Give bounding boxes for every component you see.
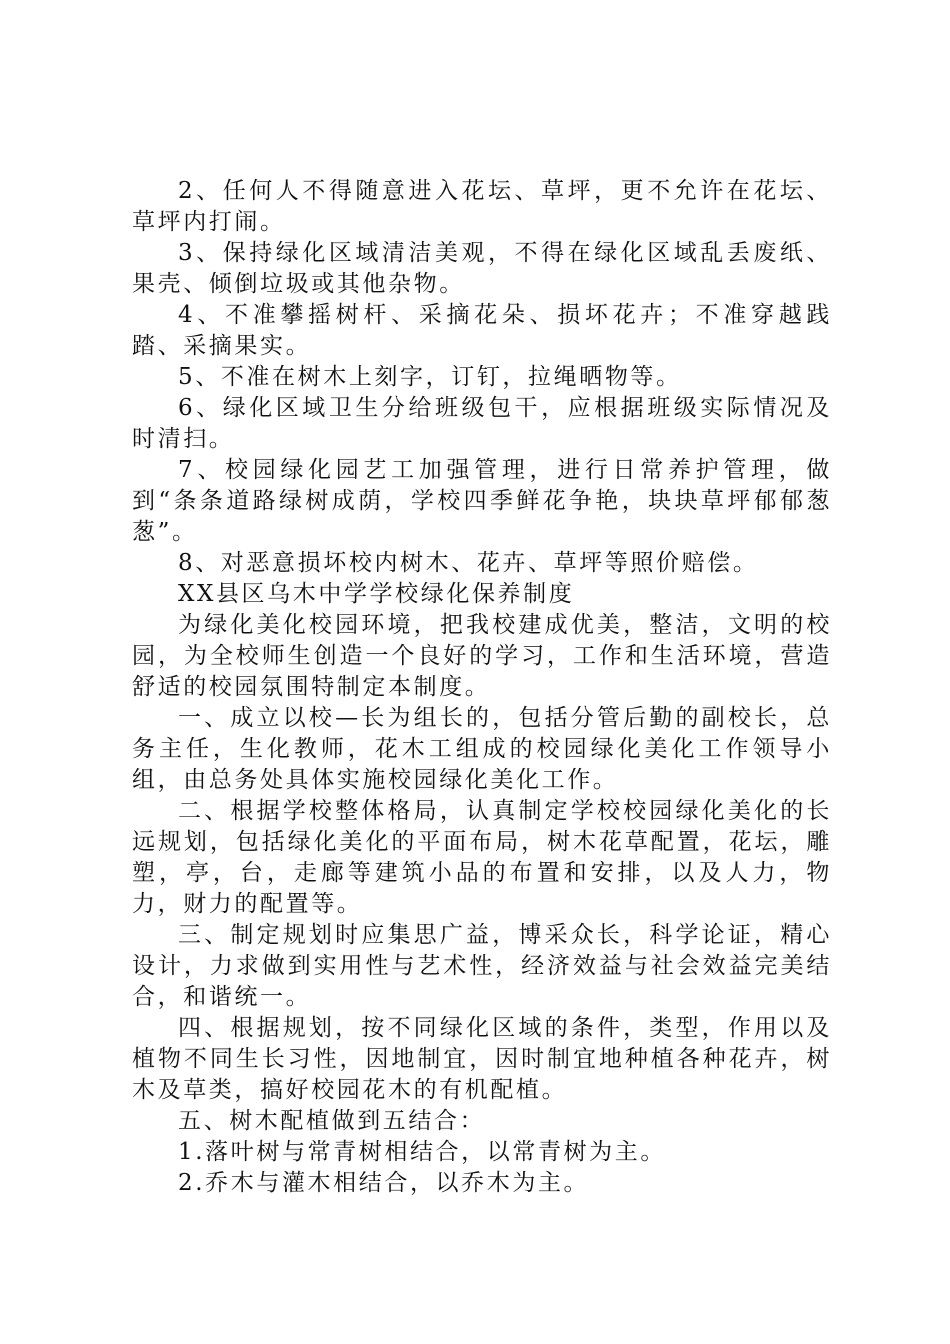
rule-3: 3、保持绿化区域清洁美观，不得在绿化区域乱丢废纸、果壳、倾倒垃圾或其他杂物。 bbox=[132, 240, 832, 297]
section-title: XX县区乌木中学学校绿化保养制度 bbox=[178, 581, 575, 607]
intro-paragraph: 为绿化美化校园环境，把我校建成优美，整洁，文明的校园，为全校师生创造一个良好的学习，工作和生活环境，营造舒适的校园氛围特制定本制度。 bbox=[132, 612, 832, 700]
list-item-1: 1.落叶树与常青树相结合，以常青树为主。 bbox=[178, 1139, 666, 1165]
article-1: 一、成立以校—长为组长的，包括分管后勤的副校长，总务主任，生化教师，花木工组成的校园绿化美化工作领导小组，由总务处具体实施校园绿化美化工作。 bbox=[132, 705, 832, 793]
rule-5: 5、不准在树木上刻字，订钉，拉绳晒物等。 bbox=[178, 364, 682, 390]
rule-7: 7、校园绿化园艺工加强管理，进行日常养护管理，做到“条条道路绿树成荫，学校四季鲜花争艳，块块草坪郁郁葱葱”。 bbox=[132, 457, 832, 545]
article-5: 五、树木配植做到五结合： bbox=[178, 1108, 486, 1134]
list-item-2: 2.乔木与灌木相结合，以乔木为主。 bbox=[178, 1170, 590, 1196]
article-3: 三、制定规划时应集思广益，博采众长，科学论证，精心设计，力求做到实用性与艺术性，经济效益与社会效益完美结合，和谐统一。 bbox=[132, 922, 832, 1010]
article-4: 四、根据规划，按不同绿化区域的条件，类型，作用以及植物不同生长习性，因地制宜，因时制宜地种植各种花卉，树木及草类，搞好校园花木的有机配植。 bbox=[132, 1015, 832, 1103]
article-2: 二、根据学校整体格局，认真制定学校校园绿化美化的长远规划，包括绿化美化的平面布局，树木花草配置，花坛，雕塑，亭，台，走廊等建筑小品的布置和安排，以及人力，物力，财力的配置等。 bbox=[132, 798, 832, 917]
rule-6: 6、绿化区域卫生分给班级包干，应根据班级实际情况及时清扫。 bbox=[132, 395, 832, 452]
document-body bbox=[132, 176, 832, 1199]
rule-8: 8、对恶意损坏校内树木、花卉、草坪等照价赔偿。 bbox=[178, 550, 759, 576]
rule-2: 2、任何人不得随意进入花坛、草坪，更不允许在花坛、草坪内打闹。 bbox=[132, 178, 832, 235]
rule-4: 4、不准攀摇树杆、采摘花朵、损坏花卉；不准穿越践踏、采摘果实。 bbox=[132, 302, 832, 359]
